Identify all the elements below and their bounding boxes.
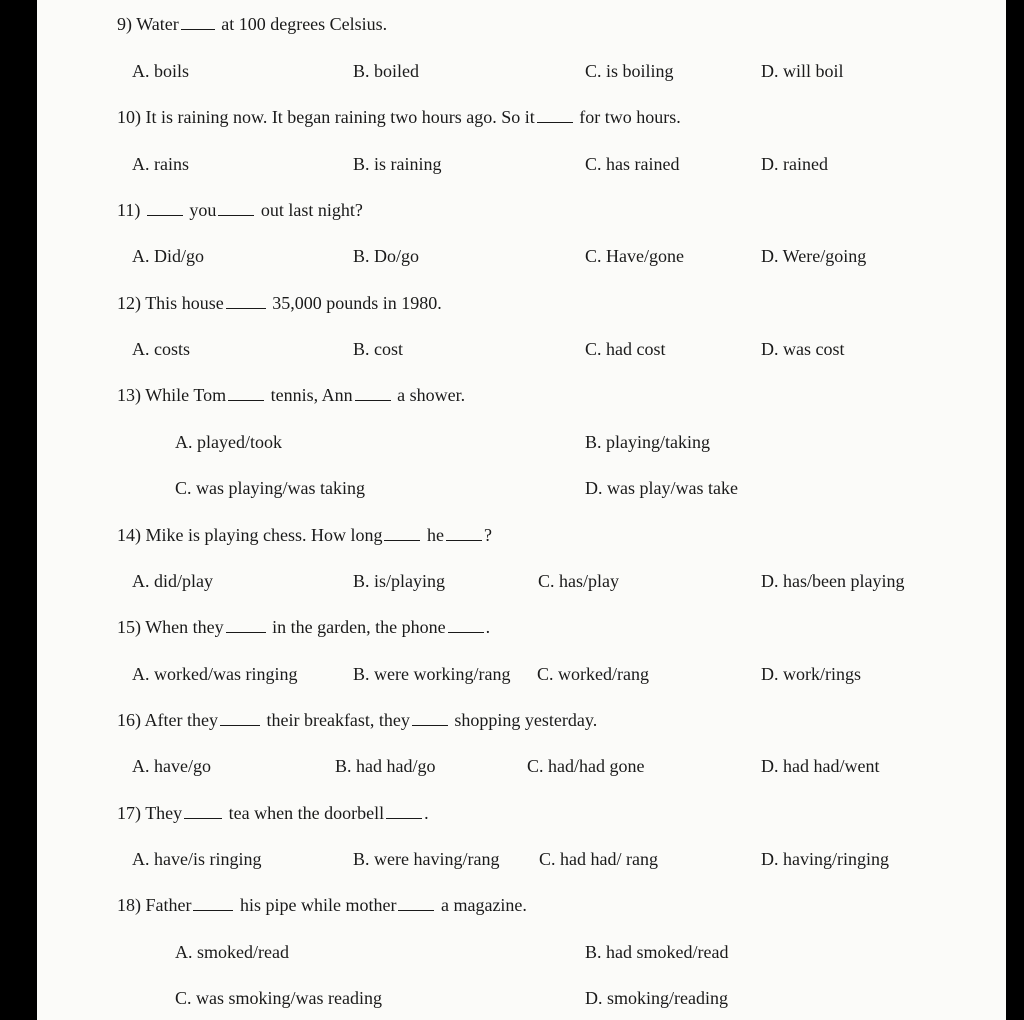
q14-option-c: C. has/play [538,571,619,591]
q15-option-b: B. were working/rang [353,664,511,684]
q16-option-c: C. had/had gone [527,756,645,776]
q9-option-d: D. will boil [761,61,844,81]
q10-option-a: A. rains [132,154,189,174]
q15-option-c: C. worked/rang [537,664,649,684]
q11-option-a: A. Did/go [132,246,204,266]
q14-option-a: A. did/play [132,571,213,591]
question-15: 15) When they in the garden, the phone . [117,617,491,637]
q10-option-c: C. has rained [585,154,680,174]
q14-option-d: D. has/been playing [761,571,905,591]
q15-option-a: A. worked/was ringing [132,664,298,684]
q14-option-b: B. is/playing [353,571,446,591]
q13-option-d: D. was play/was take [585,478,738,498]
q18-option-b: B. had smoked/read [585,942,729,962]
q13-option-a: A. played/took [175,432,282,452]
q12-option-b: B. cost [353,339,404,359]
q12-option-a: A. costs [132,339,190,359]
q9-option-a: A. boils [132,61,190,81]
question-17: 17) They tea when the doorbell . [117,803,429,823]
question-11: 11) you out last night? [117,200,363,220]
q12-option-c: C. had cost [585,339,666,359]
q18-option-a: A. smoked/read [175,942,289,962]
question-14: 14) Mike is playing chess. How long he ? [117,525,492,545]
question-12: 12) This house 35,000 pounds in 1980. [117,293,442,313]
worksheet-page [37,0,1006,1020]
q11-option-c: C. Have/gone [585,246,684,266]
q18-option-c: C. was smoking/was reading [175,988,382,1008]
q11-option-d: D. Were/going [761,246,867,266]
q13-option-b: B. playing/taking [585,432,710,452]
question-13: 13) While Tom tennis, Ann a shower. [117,385,466,405]
question-9: 9) Water at 100 degrees Celsius. [117,14,388,34]
q17-option-c: C. had had/ rang [539,849,658,869]
question-18: 18) Father his pipe while mother a magazine. [117,895,527,915]
q17-option-d: D. having/ringing [761,849,889,869]
q16-option-a: A. have/go [132,756,211,776]
question-16: 16) After they their breakfast, they shopping yesterday. [117,710,598,730]
q17-option-a: A. have/is ringing [132,849,262,869]
q16-option-b: B. had had/go [335,756,436,776]
q9-option-c: C. is boiling [585,61,674,81]
q16-option-d: D. had had/went [761,756,880,776]
q17-option-b: B. were having/rang [353,849,500,869]
question-10: 10) It is raining now. It began raining two hours ago. So it for two hours. [117,107,681,127]
q18-option-d: D. smoking/reading [585,988,728,1008]
q11-option-b: B. Do/go [353,246,420,266]
q12-option-d: D. was cost [761,339,845,359]
q13-option-c: C. was playing/was taking [175,478,365,498]
q9-option-b: B. boiled [353,61,419,81]
q10-option-b: B. is raining [353,154,442,174]
q10-option-d: D. rained [761,154,828,174]
q15-option-d: D. work/rings [761,664,861,684]
